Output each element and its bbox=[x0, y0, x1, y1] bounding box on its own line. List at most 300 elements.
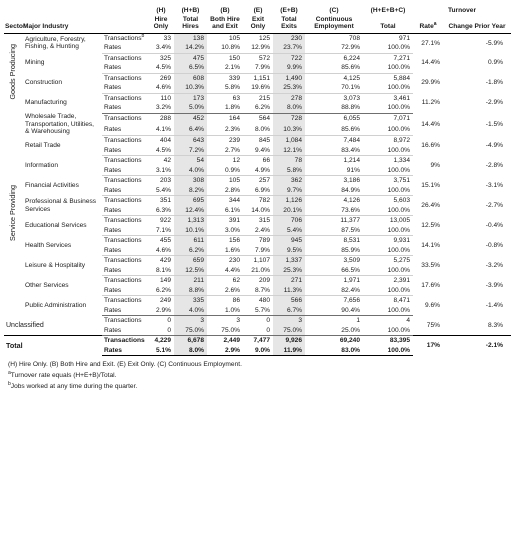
continuous-value: 1,971 bbox=[343, 277, 360, 285]
total-total-value: 83,395 bbox=[363, 336, 413, 346]
hire-only-code: (H) bbox=[156, 7, 166, 14]
transactions-label bbox=[102, 93, 148, 103]
transactions-label bbox=[102, 316, 148, 326]
both-value: 3 bbox=[236, 317, 240, 325]
table-row bbox=[4, 176, 511, 186]
continuous-value: 7,484 bbox=[343, 137, 360, 145]
exit-only-value: 315 bbox=[258, 217, 270, 225]
transactions-label bbox=[102, 73, 148, 83]
both-rate: 2.3% bbox=[207, 125, 243, 136]
transactions-label: Transactions bbox=[102, 336, 148, 346]
turnover-change: -5.9% bbox=[485, 39, 503, 47]
total-hires-code: (H+B) bbox=[181, 7, 200, 14]
rate-header-text: Rate bbox=[419, 23, 434, 31]
industry-name: Manufacturing bbox=[25, 99, 67, 107]
rates-label: Rates bbox=[102, 125, 148, 136]
total-turnover-change: -2.1% bbox=[443, 336, 511, 356]
transactions-label bbox=[102, 276, 148, 286]
hire-only-rate: 2.9% bbox=[148, 306, 174, 316]
total-value: 1,334 bbox=[393, 157, 410, 165]
continuous-rate: 91% bbox=[305, 166, 363, 176]
rates-label: Rates bbox=[102, 146, 148, 156]
transactions-label-text: Transactions bbox=[104, 277, 142, 285]
exit-only-rate: 4.9% bbox=[243, 166, 273, 176]
table-row bbox=[4, 33, 511, 43]
turnover-rate: 26.4% bbox=[421, 202, 440, 210]
hire-only-value: 249 bbox=[159, 297, 171, 305]
total-hires-value: 1,313 bbox=[174, 216, 207, 226]
continuous-rate: 82.4% bbox=[305, 286, 363, 296]
footnote-text: Turnover rate equals (H+E+B)/Total. bbox=[10, 372, 117, 380]
total-value: 5,884 bbox=[393, 74, 410, 82]
total-exits-value: 278 bbox=[273, 93, 305, 103]
both-rate: 1.6% bbox=[207, 246, 243, 256]
industry-name: Health Services bbox=[25, 242, 72, 250]
total-exits-rate: 9.5% bbox=[273, 246, 305, 256]
transactions-label-text: Transactions bbox=[104, 177, 142, 185]
total-rate: 100.0% bbox=[363, 206, 413, 216]
total-exits-value: 566 bbox=[273, 296, 305, 306]
footnote-text: Jobs worked at any time during the quarter. bbox=[10, 382, 138, 390]
total-exits-value: 1,084 bbox=[273, 136, 305, 146]
rates-label: Rates bbox=[102, 166, 148, 176]
industry-name: Leisure & Hospitality bbox=[25, 262, 86, 270]
rates-label: Rates bbox=[102, 186, 148, 196]
transactions-label bbox=[102, 156, 148, 166]
industry-name: Educational Services bbox=[25, 222, 87, 230]
turnover-rate: 14.4% bbox=[421, 59, 440, 67]
total-hires-value: 659 bbox=[174, 256, 207, 266]
both-rate: 2.6% bbox=[207, 286, 243, 296]
table-row bbox=[4, 216, 511, 226]
continuous-rate: 70.1% bbox=[305, 83, 363, 93]
total-exits-rate: 75.0% bbox=[273, 326, 305, 336]
total-exits-rate: 6.7% bbox=[273, 306, 305, 316]
exit-only-value: 0 bbox=[266, 317, 270, 325]
table-row bbox=[4, 276, 511, 286]
hire-only-rate: 4.5% bbox=[148, 146, 174, 156]
total-exits-rate: 11.3% bbox=[273, 286, 305, 296]
exit-only-header: Exit Only bbox=[243, 15, 273, 34]
total-rate: 100.0% bbox=[363, 226, 413, 236]
hire-only-rate: 4.1% bbox=[148, 125, 174, 136]
hire-only-value: 404 bbox=[159, 137, 171, 145]
continuous-total-rate: 83.0% bbox=[305, 346, 363, 356]
hire-only-value: 42 bbox=[163, 157, 171, 165]
hire-only-value: 455 bbox=[159, 237, 171, 245]
total-rate: 100.0% bbox=[363, 186, 413, 196]
turnover-rate: 75% bbox=[426, 321, 440, 329]
turnover-change: -1.4% bbox=[485, 302, 503, 310]
exit-only-rate: 6.9% bbox=[243, 186, 273, 196]
continuous-value: 8,531 bbox=[343, 237, 360, 245]
footnote-marker: b bbox=[141, 33, 145, 40]
table-row bbox=[4, 73, 511, 83]
both-value: 391 bbox=[228, 217, 240, 225]
both-value: 150 bbox=[228, 54, 240, 62]
total-exits-value: 3 bbox=[273, 316, 305, 326]
total-value: 7,071 bbox=[393, 115, 410, 123]
continuous-rate: 66.5% bbox=[305, 266, 363, 276]
total-exits-rate: 9.7% bbox=[273, 186, 305, 196]
continuous-value: 3,073 bbox=[343, 94, 360, 102]
both-rate: 3.0% bbox=[207, 226, 243, 236]
exit-only-rate: 2.4% bbox=[243, 226, 273, 236]
hire-only-rate: 0 bbox=[148, 326, 174, 336]
total-exits-value: 362 bbox=[273, 176, 305, 186]
total-hires-rate: 14.2% bbox=[174, 43, 207, 53]
turnover-header: Turnover bbox=[447, 7, 477, 14]
sector-cell bbox=[4, 113, 22, 316]
hire-only-value: 351 bbox=[159, 197, 171, 205]
table-row bbox=[4, 156, 511, 166]
rates-label: Rates bbox=[102, 103, 148, 113]
total-rate: 100.0% bbox=[363, 43, 413, 53]
total-exits-value: 706 bbox=[273, 216, 305, 226]
footnotes bbox=[8, 360, 511, 391]
total-hires-value: 138 bbox=[174, 33, 207, 43]
rates-label: Rates bbox=[102, 326, 148, 336]
hire-only-value: 922 bbox=[159, 217, 171, 225]
both-value: 62 bbox=[232, 277, 240, 285]
turnover-change: -2.7% bbox=[485, 202, 503, 210]
exit-only-rate: 9.4% bbox=[243, 146, 273, 156]
rates-label: Rates bbox=[102, 246, 148, 256]
total-rate: 100.0% bbox=[363, 246, 413, 256]
continuous-rate: 87.5% bbox=[305, 226, 363, 236]
total-exits-code: (E+B) bbox=[280, 7, 298, 14]
continuous-code: (C) bbox=[329, 7, 339, 14]
hire-only-rate: 3.2% bbox=[148, 103, 174, 113]
table-row bbox=[4, 93, 511, 103]
table-row bbox=[4, 296, 511, 306]
total-value: 5,275 bbox=[393, 257, 410, 265]
both-value: 339 bbox=[228, 74, 240, 82]
total-hires-rate: 8.2% bbox=[174, 186, 207, 196]
total-exits-rate: 5.4% bbox=[273, 226, 305, 236]
transactions-label-text: Transactions bbox=[104, 197, 142, 205]
total-hires-rate: 7.2% bbox=[174, 146, 207, 156]
total-hires-rate: 12.5% bbox=[174, 266, 207, 276]
exit-only-rate: 7.9% bbox=[243, 246, 273, 256]
both-rate: 6.1% bbox=[207, 206, 243, 216]
exit-only-rate: 12.9% bbox=[243, 43, 273, 53]
total-rate: 100.0% bbox=[363, 63, 413, 73]
continuous-value: 7,656 bbox=[343, 297, 360, 305]
exit-only-total-value: 7,477 bbox=[243, 336, 273, 346]
hire-only-rate: 3.1% bbox=[148, 166, 174, 176]
total-rate: 100.0% bbox=[363, 103, 413, 113]
hire-only-value: 110 bbox=[160, 94, 171, 102]
hire-only-rate: 8.1% bbox=[148, 266, 174, 276]
transactions-label bbox=[102, 53, 148, 63]
exit-only-value: 845 bbox=[258, 137, 270, 145]
both-rate: 5.8% bbox=[207, 83, 243, 93]
total-value: 3,461 bbox=[393, 94, 410, 102]
exit-only-rate: 6.2% bbox=[243, 103, 273, 113]
exit-only-rate: 21.0% bbox=[243, 266, 273, 276]
transactions-label-text: Transactions bbox=[104, 257, 142, 265]
total-value: 8,972 bbox=[393, 137, 410, 145]
total-value: 5,603 bbox=[393, 197, 410, 205]
total-rate: 100.0% bbox=[363, 286, 413, 296]
change-header: Change Prior Year bbox=[443, 15, 511, 34]
rate-header-sup: a bbox=[433, 20, 437, 27]
exit-only-rate: 8.0% bbox=[243, 125, 273, 136]
both-rate: 75.0% bbox=[207, 326, 243, 336]
rates-label: Rates bbox=[102, 206, 148, 216]
both-total-value: 2,449 bbox=[207, 336, 243, 346]
transactions-label-text: Transactions bbox=[104, 237, 142, 245]
exit-only-value: 1,151 bbox=[253, 74, 270, 82]
transactions-label-text: Transactions bbox=[104, 137, 142, 145]
turnover-rate: 29.9% bbox=[421, 79, 440, 87]
total-rate: 100.0% bbox=[363, 146, 413, 156]
hire-only-total-rate: 5.1% bbox=[148, 346, 174, 356]
turnover-change: -0.8% bbox=[485, 242, 503, 250]
hire-only-rate: 7.1% bbox=[148, 226, 174, 236]
transactions-label-text: Transactions bbox=[104, 217, 142, 225]
turnover-rate: 12.5% bbox=[421, 222, 440, 230]
industry-name: Retail Trade bbox=[25, 142, 61, 150]
transactions-label-text: Transactions bbox=[104, 54, 142, 62]
transactions-label-text: Transactions bbox=[104, 94, 142, 102]
total-hires-rate: 4.0% bbox=[174, 306, 207, 316]
industry-name: Agriculture, Forestry, Fishing, & Hunting bbox=[25, 35, 86, 51]
table-row bbox=[4, 256, 511, 266]
turnover-rate: 9% bbox=[430, 162, 440, 170]
total-rate: 100.0% bbox=[363, 83, 413, 93]
total-value: 7,271 bbox=[393, 54, 410, 62]
exit-only-rate: 0 bbox=[243, 326, 273, 336]
table-row bbox=[4, 53, 511, 63]
turnover-change: 8.3% bbox=[487, 321, 503, 329]
sector-label: Unclassified bbox=[6, 321, 44, 329]
hire-only-header: Hire Only bbox=[148, 15, 174, 34]
continuous-value: 4,126 bbox=[343, 197, 360, 205]
hire-only-value: 0 bbox=[167, 317, 171, 325]
total-hires-value: 308 bbox=[174, 176, 207, 186]
hire-only-value: 288 bbox=[159, 115, 171, 123]
both-rate: 4.4% bbox=[207, 266, 243, 276]
total-label: Total bbox=[4, 336, 102, 356]
continuous-value: 6,055 bbox=[343, 115, 360, 123]
total-exits-total-rate: 11.9% bbox=[273, 346, 305, 356]
turnover-change: -1.5% bbox=[485, 120, 503, 128]
continuous-value: 3,509 bbox=[343, 257, 360, 265]
hire-only-value: 325 bbox=[159, 54, 171, 62]
turnover-change: -4.9% bbox=[485, 142, 503, 150]
hire-only-value: 269 bbox=[159, 74, 171, 82]
continuous-value: 4,125 bbox=[343, 74, 360, 82]
total-exits-rate: 8.0% bbox=[273, 103, 305, 113]
industry-name: Mining bbox=[25, 59, 45, 67]
footnote-text: (H) Hire Only. (B) Both Hire and Exit. (E) Exit Only. (C) Continuous Employment. bbox=[8, 361, 242, 369]
turnover-change: -3.1% bbox=[485, 182, 503, 190]
turnover-rate: 14.1% bbox=[421, 242, 440, 250]
continuous-rate: 73.6% bbox=[305, 206, 363, 216]
total-exits-rate: 9.9% bbox=[273, 63, 305, 73]
continuous-value: 1,214 bbox=[343, 157, 360, 165]
exit-only-value: 564 bbox=[258, 115, 270, 123]
both-rate: 2.1% bbox=[207, 63, 243, 73]
transactions-label-text: Transactions bbox=[104, 115, 142, 123]
continuous-value: 708 bbox=[348, 34, 360, 42]
turnover-change: -0.4% bbox=[485, 222, 503, 230]
continuous-rate: 90.4% bbox=[305, 306, 363, 316]
total-hires-value: 695 bbox=[174, 196, 207, 206]
both-total-rate: 2.9% bbox=[207, 346, 243, 356]
total-rate: 100.0% bbox=[363, 166, 413, 176]
rates-label: Rates bbox=[102, 43, 148, 53]
turnover-rate: 17.6% bbox=[421, 282, 440, 290]
both-rate: 2.8% bbox=[207, 186, 243, 196]
continuous-rate: 85.9% bbox=[305, 246, 363, 256]
turnover-change: -3.2% bbox=[485, 262, 503, 270]
industry-name: Information bbox=[25, 162, 58, 170]
both-value: 12 bbox=[232, 157, 240, 165]
hire-only-rate: 5.4% bbox=[148, 186, 174, 196]
both-rate: 0.9% bbox=[207, 166, 243, 176]
rates-label: Rates bbox=[102, 266, 148, 276]
both-value: 105 bbox=[228, 177, 240, 185]
both-value: 344 bbox=[228, 197, 240, 205]
rates-label: Rates bbox=[102, 83, 148, 93]
exit-only-value: 1,107 bbox=[253, 257, 270, 265]
hire-only-rate: 3.4% bbox=[148, 43, 174, 53]
total-hires-rate: 75.0% bbox=[174, 326, 207, 336]
transactions-label-text: Transactions bbox=[104, 157, 142, 165]
total-exits-rate: 12.1% bbox=[273, 146, 305, 156]
continuous-rate: 72.9% bbox=[305, 43, 363, 53]
rate-header bbox=[413, 15, 443, 34]
total-value: 9,931 bbox=[393, 237, 410, 245]
total-hires-rate: 5.0% bbox=[174, 103, 207, 113]
continuous-value: 6,224 bbox=[343, 54, 360, 62]
rates-label: Rates bbox=[102, 346, 148, 356]
footnote-marker: b bbox=[8, 380, 11, 387]
exit-only-value: 782 bbox=[258, 197, 270, 205]
table-header bbox=[4, 6, 511, 33]
total-hires-total-value: 6,678 bbox=[174, 336, 207, 346]
transactions-label bbox=[102, 216, 148, 226]
hire-only-rate: 4.6% bbox=[148, 83, 174, 93]
turnover-rate: 9.6% bbox=[424, 302, 440, 310]
table-row bbox=[4, 136, 511, 146]
table-row bbox=[4, 236, 511, 246]
total-exits-rate: 10.3% bbox=[273, 125, 305, 136]
footnote bbox=[8, 381, 511, 392]
continuous-value: 11,377 bbox=[340, 217, 360, 225]
exit-only-code: (E) bbox=[253, 7, 263, 14]
transactions-label-text: Transactions bbox=[104, 35, 142, 43]
total-rate: 100.0% bbox=[363, 326, 413, 336]
total-hires-total-rate: 8.0% bbox=[174, 346, 207, 356]
continuous-rate: 85.6% bbox=[305, 125, 363, 136]
exit-only-total-rate: 9.0% bbox=[243, 346, 273, 356]
table-body bbox=[4, 33, 511, 356]
turnover-change: -2.8% bbox=[485, 162, 503, 170]
hire-only-rate: 6.2% bbox=[148, 286, 174, 296]
industry-name: Professional & Business Services bbox=[25, 198, 97, 213]
hire-only-value: 149 bbox=[159, 277, 171, 285]
transactions-label bbox=[102, 236, 148, 246]
table-row bbox=[4, 316, 511, 326]
exit-only-rate: 14.0% bbox=[243, 206, 273, 216]
turnover-change: -3.9% bbox=[485, 282, 503, 290]
turnover-change: 0.9% bbox=[487, 59, 503, 67]
hire-only-rate: 4.5% bbox=[148, 63, 174, 73]
both-header: Both Hire and Exit bbox=[207, 15, 243, 34]
transactions-label bbox=[102, 256, 148, 266]
total-turnover-rate: 17% bbox=[413, 336, 443, 356]
turnover-rate: 27.1% bbox=[421, 39, 440, 47]
both-value: 63 bbox=[232, 94, 240, 102]
both-rate: 1.0% bbox=[207, 306, 243, 316]
both-value: 156 bbox=[228, 237, 240, 245]
exit-only-rate: 5.7% bbox=[243, 306, 273, 316]
both-rate: 2.7% bbox=[207, 146, 243, 156]
turnover-rate: 33.5% bbox=[421, 262, 440, 270]
transactions-label-text: Transactions bbox=[104, 74, 142, 82]
turnover-rate: 11.2% bbox=[421, 99, 440, 107]
turnover-rate: 14.4% bbox=[421, 120, 440, 128]
hire-only-rate: 4.6% bbox=[148, 246, 174, 256]
total-hires-rate: 12.4% bbox=[174, 206, 207, 216]
footnote bbox=[8, 360, 511, 370]
total-hires-rate: 10.3% bbox=[174, 83, 207, 93]
total-value: 8,471 bbox=[393, 297, 410, 305]
transactions-label bbox=[102, 296, 148, 306]
exit-only-rate: 8.7% bbox=[243, 286, 273, 296]
transactions-label-text: Transactions bbox=[104, 317, 142, 325]
hire-only-total-value: 4,229 bbox=[148, 336, 174, 346]
continuous-rate: 84.9% bbox=[305, 186, 363, 196]
continuous-value: 1 bbox=[356, 317, 360, 325]
industry-name: Other Services bbox=[25, 282, 69, 290]
hire-only-rate: 6.3% bbox=[148, 206, 174, 216]
both-value: 164 bbox=[228, 115, 240, 123]
exit-only-value: 66 bbox=[262, 157, 270, 165]
exit-only-value: 215 bbox=[258, 94, 270, 102]
total-hires-value: 643 bbox=[174, 136, 207, 146]
table-row bbox=[4, 113, 511, 124]
continuous-header: Continuous Employment bbox=[305, 15, 363, 34]
total-value: 4 bbox=[406, 317, 410, 325]
sector-cell bbox=[4, 33, 22, 113]
transactions-label bbox=[102, 113, 148, 124]
total-hires-rate: 10.1% bbox=[174, 226, 207, 236]
total-hires-value: 452 bbox=[174, 113, 207, 124]
total-exits-value: 945 bbox=[273, 236, 305, 246]
continuous-rate: 88.8% bbox=[305, 103, 363, 113]
total-total-rate: 100.0% bbox=[363, 346, 413, 356]
exit-only-value: 125 bbox=[258, 34, 270, 42]
total-hires-value: 211 bbox=[174, 276, 207, 286]
total-exits-rate: 5.8% bbox=[273, 166, 305, 176]
total-exits-value: 728 bbox=[273, 113, 305, 124]
total-hires-value: 173 bbox=[174, 93, 207, 103]
table-row bbox=[4, 196, 511, 206]
sector-cell bbox=[4, 316, 102, 336]
exit-only-value: 209 bbox=[258, 277, 270, 285]
transactions-label bbox=[102, 136, 148, 146]
continuous-value: 3,186 bbox=[343, 177, 360, 185]
turnover-rate: 15.1% bbox=[421, 182, 440, 190]
total-exits-value: 78 bbox=[273, 156, 305, 166]
total-value: 2,391 bbox=[393, 277, 410, 285]
total-hires-value: 335 bbox=[174, 296, 207, 306]
